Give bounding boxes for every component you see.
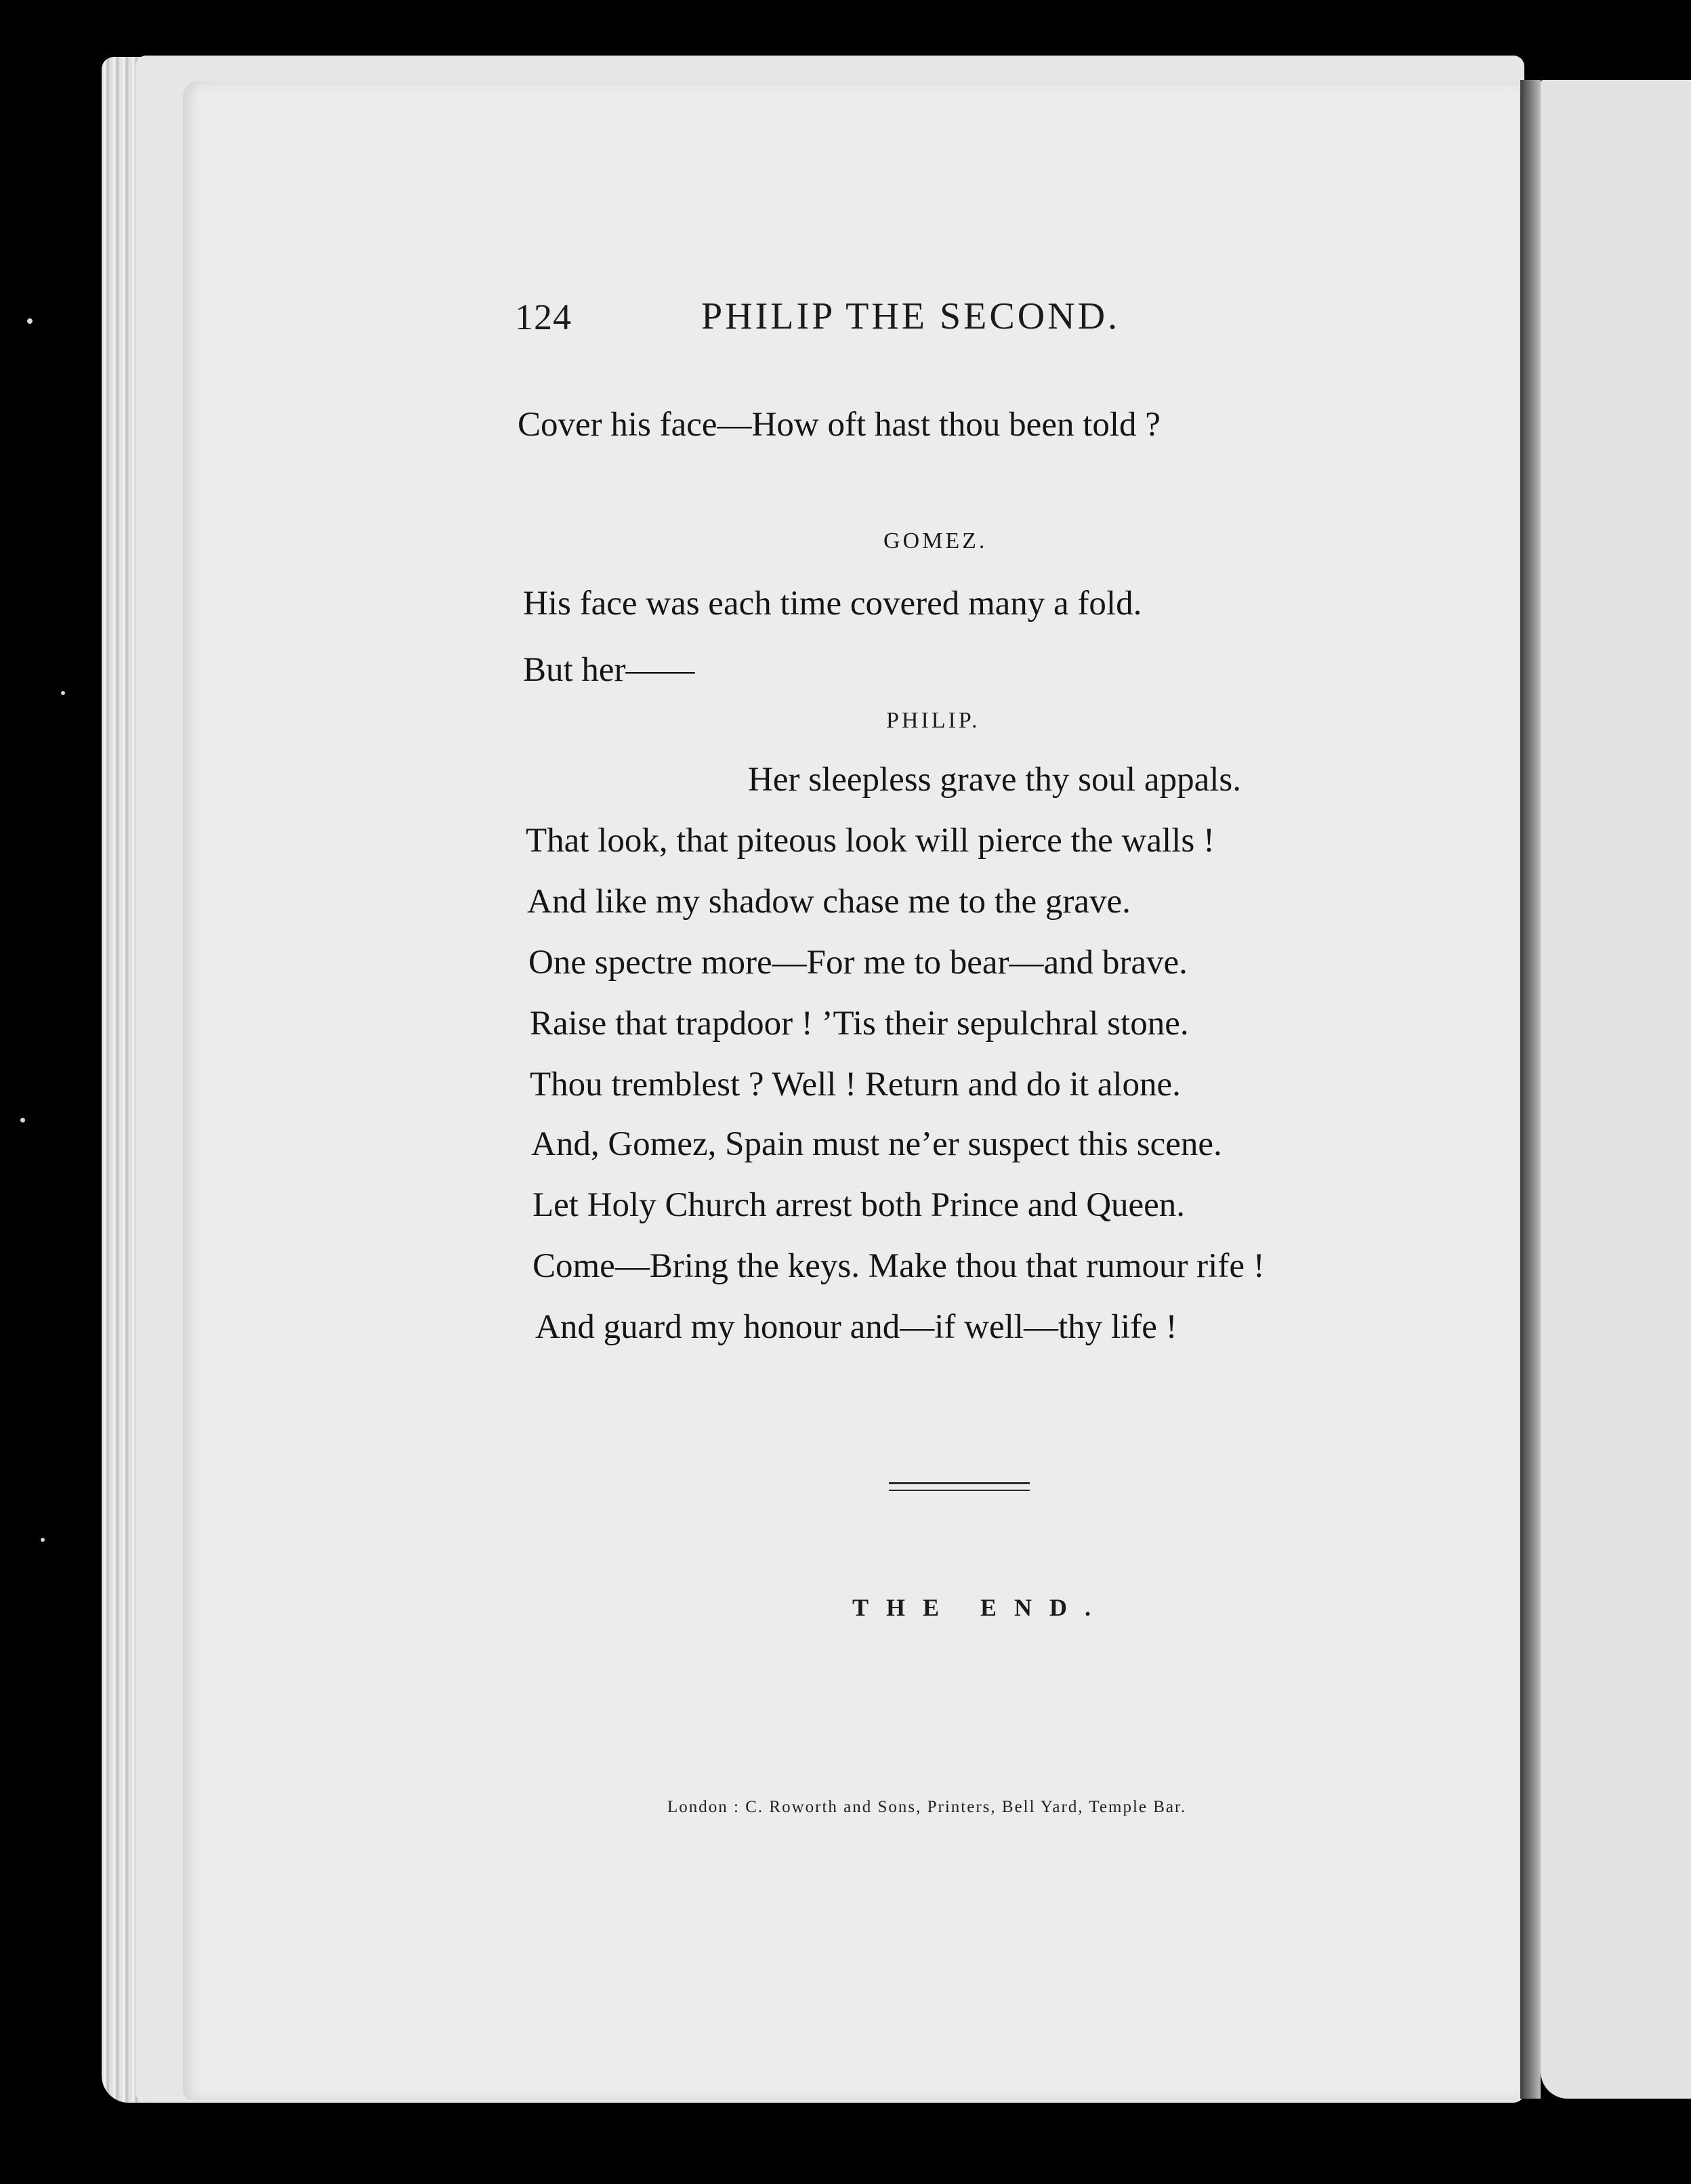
double-rule-bottom xyxy=(889,1490,1030,1491)
facing-page-edge xyxy=(1541,80,1691,2099)
speaker-name-gomez: GOMEZ. xyxy=(883,528,988,553)
book-gutter xyxy=(1520,80,1541,2099)
speaker-name-philip: PHILIP. xyxy=(886,708,980,733)
double-rule-top xyxy=(889,1482,1030,1484)
dust-speck xyxy=(61,691,65,695)
verse-line: Come—Bring the keys. Make thou that rumour rife ! xyxy=(533,1247,1265,1285)
verse-line: His face was each time covered many a fold. xyxy=(523,585,1142,623)
verse-line: And like my shadow chase me to the grave. xyxy=(527,883,1131,921)
verse-line: And guard my honour and—if well—thy life ! xyxy=(535,1308,1177,1346)
dust-speck xyxy=(27,318,33,324)
verse-line: Let Holy Church arrest both Prince and Queen. xyxy=(533,1186,1186,1224)
page-number: 124 xyxy=(515,297,572,337)
running-header xyxy=(515,288,1192,356)
dust-speck xyxy=(20,1118,25,1122)
verse-line: One spectre more—For me to bear—and brave. xyxy=(528,944,1188,982)
verse-line: That look, that piteous look will pierce the walls ! xyxy=(526,822,1215,860)
verse-line: Raise that trapdoor ! ’Tis their sepulchral stone. xyxy=(530,1005,1189,1043)
the-end-heading: THE END. xyxy=(852,1594,1109,1621)
verse-line: But her—— xyxy=(523,651,695,689)
verse-line: And, Gomez, Spain must ne’er suspect this scene. xyxy=(531,1125,1222,1163)
verse-line: Her sleepless grave thy soul appals. xyxy=(748,761,1241,799)
running-title: PHILIP THE SECOND. xyxy=(701,295,1121,337)
dust-speck xyxy=(41,1538,45,1542)
printer-imprint: London : C. Roworth and Sons, Printers, Bell Yard, Temple Bar. xyxy=(667,1798,1187,1816)
verse-line: Thou tremblest ? Well ! Return and do it alone. xyxy=(530,1066,1181,1104)
verse-line: Cover his face—How oft hast thou been told ? xyxy=(518,406,1161,444)
